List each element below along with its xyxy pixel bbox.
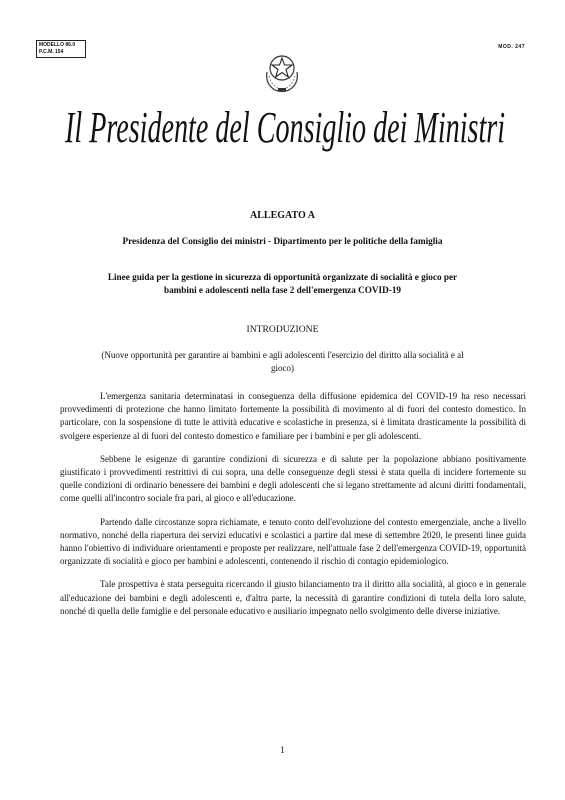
paragraph: Tale prospettiva è stata perseguita ricercando il giusto bilanciamento tra il diritto alla socialità, al gioco e in generale all'educazione dei bambini e degli adolescenti e, d'altra parte, la necessità di garantire condizioni di tutela della loro salute, nonché di quella delle famiglie e del personale educativo e ausiliario impegnato nello svolgimento delle diverse iniziative. [60, 579, 526, 616]
stamp-line-1: MODELLO 86.0 [39, 42, 76, 48]
republic-emblem-icon [261, 50, 303, 94]
introduction-heading: INTRODUZIONE [246, 324, 319, 335]
guidelines-title-line-2: bambini e adolescenti nella fase 2 dell'emergenza COVID-19 [163, 285, 402, 295]
allegato-title: ALLEGATO A [250, 210, 315, 221]
stamp-line-2: P.C.M. 154 [39, 49, 64, 55]
presidenza-line: Presidenza del Consiglio dei ministri - Dipartimento per le politiche della famiglia [122, 236, 443, 246]
president-heading [60, 96, 510, 156]
introduction-subtitle-line-1: (Nuove opportunità per garantire ai bambini e agli adolescenti l'esercizio del diritto alla socialità e al [101, 350, 464, 360]
document-stamp [36, 40, 86, 58]
guidelines-title [60, 271, 505, 297]
paragraph: Sebbene le esigenze di garantire condizioni di sicurezza e di salute per la popolazione abbiano positivamente giustificato i provvedimenti restrittivi di cui sopra, una delle conseguenze degli stessi è stata quella di incidere fortemente su quelle condizioni di ordinario benessere dei bambini e degli adolescenti che si legano strettamente ad alcuni diritti fondamentali, come quelli all'incontro sociale fra pari, al gioco e all'educazione. [60, 453, 526, 504]
introduction-subtitle-line-2: gioco) [271, 363, 294, 373]
guidelines-title-line-1: Linee guida per la gestione in sicurezza di opportunità organizzate di socialità e gioco per [107, 272, 458, 282]
page-number: 1 [280, 746, 285, 756]
heading-script-text: Il Presidente del Consiglio dei Ministri [64, 103, 505, 152]
form-code: MOD. 247 [498, 44, 525, 50]
introduction-subtitle [60, 349, 505, 375]
paragraph: Partendo dalle circostanze sopra richiamate, e tenuto conto dell'evoluzione del contesto emergenziale, anche a livello normativo, nonché della riapertura dei servizi educativi e scolastici a partire dal mese di settembre 2020, le presenti linee guida hanno l'obiettivo di individuare orientamenti e proposte per realizzare, nell'attuale fase 2 dell'emergenza COVID-19, opportunità organizzate di socialità e gioco per bambini e adolescenti, contenendo il rischio di contagio epidemiologico. [60, 516, 526, 567]
body-text [60, 390, 526, 628]
paragraph: L'emergenza sanitaria determinatasi in conseguenza della diffusione epidemica del COVID-19 ha reso necessari provvedimenti di protezione che hanno limitato fortemente la possibilità di movimento al di fuori del contesto domestico. In particolare, con la sospensione di tutte le attività educative e scolastiche in presenza, si è limitata drasticamente la possibilità di svolgere esperienze al di fuori del contesto domestico e familiare per i bambini e per gli adolescenti. [60, 391, 526, 441]
